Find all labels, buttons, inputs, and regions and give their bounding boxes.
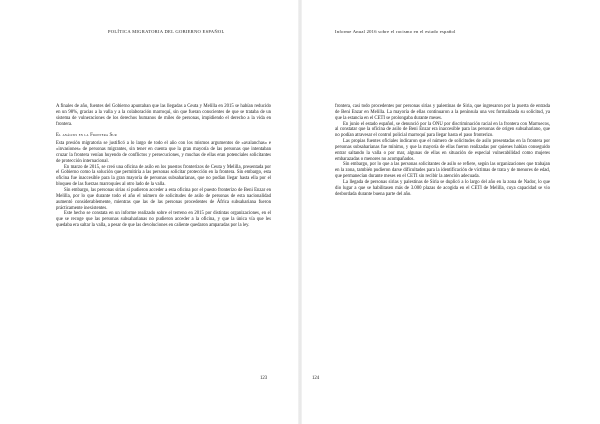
paragraph: Este hecho se constata en un informe realizado sobre el terreno en 2015 por distintas organizaciones, en el que se recoge que las personas subsaharianas no pudieron acceder a la oficina, y que la única vía que les quedaba era saltar la valla, a pesar de que las devoluciones en caliente quedaron amparadas por la ley. bbox=[56, 211, 271, 229]
running-head-left: POLÍTICA MIGRATORIA DEL GOBIERNO ESPAÑOL bbox=[108, 29, 225, 34]
page-number-right: 124 bbox=[312, 376, 320, 381]
paragraph: Sin embargo, por lo que a las personas solicitantes de asilo se refiere, según las organizaciones que trabajan en la zona, también pudieron darse dificultades para la identificación de víctimas de trata y de menores de edad, que permanecían durante meses en el CETI sin recibir la atención adecuada. bbox=[335, 162, 550, 180]
page-number-left: 123 bbox=[260, 376, 268, 381]
paragraph: A finales de año, fuentes del Gobierno apuntaban que las llegadas a Ceuta y Melilla en 2015 se habían reducido en un 98%, gracias a la valla y a la colaboración marroquí, sin que fueran conscientes de que se trataba de un sistema de vulneraciones de los derechos humanos de miles de personas, impidiendo el derecho a la vida en frontera. bbox=[56, 104, 271, 127]
paragraph: frontera, casi todo procedentes por personas sirias y palestinas de Siria, que ingresaron por la puerta de entrada de Beni Enzar en Melilla. La mayoría de ellas continuaron a la península una vez formalizada su solicitud, ya que la estancia en el CETI se prolongaba durante meses. bbox=[335, 104, 550, 121]
running-head-right: Informe Anual 2016 sobre el racismo en el estado español bbox=[335, 29, 456, 34]
left-text-column bbox=[56, 104, 271, 229]
right-text-column bbox=[335, 104, 550, 198]
paragraph: En marzo de 2015, se creó una oficina de asilo en los puestos fronterizos de Ceuta y Melilla, presentada por el Gobierno como la solución que permitiría a las personas solicitar protección en la frontera. Sin embargo, esta oficina fue inaccesible para la gran mayoría de personas subsaharianas, que no podían llegar hasta ella por el bloqueo de las fuerzas marroquíes al otro lado de la valla. bbox=[56, 164, 271, 188]
paragraph: Las propias fuentes oficiales indicaron que el número de solicitudes de asilo presentadas en la frontera por personas subsaharianas fue mínimo, y que la mayoría de ellas fueron realizadas por quienes habían conseguido entrar saltando la valla o por mar, algunas de ellas en situación de especial vulnerabilidad como mujeres embarazadas o menores no acompañados. bbox=[335, 139, 550, 162]
paragraph: Esta presión migratoria se justificó a lo largo de todo el año con los mismos argumentos de «avalanchas» e «invasiones» de personas migrantes, sin tener en cuenta que la gran mayoría de las personas que intentaban cruzar la frontera venían huyendo de conflictos y persecuciones, y muchas de ellas eran potenciales solicitantes de protección internacional. bbox=[56, 141, 271, 164]
paragraph: Sin embargo, las personas sirias sí pudieron acceder a esta oficina por el puesto fronterizo de Beni Enzar en Melilla, por lo que durante todo el año el número de solicitudes de asilo de personas de esta nacionalidad aumentó considerablemente, mientras que las de las personas procedentes de África subsahariana fueron prácticamente inexistentes. bbox=[56, 187, 271, 211]
paragraph: En junio el estado español, se denunció por la ONU por discriminación racial en la frontera con Marruecos, al constatar que la oficina de asilo de Beni Enzar era inaccesible para las personas de origen subsahariano, que no podían atravesar el control policial marroquí para llegar hasta el paso fronterizo. bbox=[335, 121, 550, 139]
section-heading: El análisis en la Frontera Sur bbox=[56, 133, 117, 139]
paragraph: La llegada de personas sirias y palestinas de Siria se duplicó a lo largo del año en la zona de Nador, lo que dio lugar a que se habilitasen más de 3.000 plazas de acogida en el CETI de Melilla, cuya capacidad se vio desbordada durante buena parte del año. bbox=[335, 179, 550, 197]
right-page bbox=[300, 0, 600, 424]
